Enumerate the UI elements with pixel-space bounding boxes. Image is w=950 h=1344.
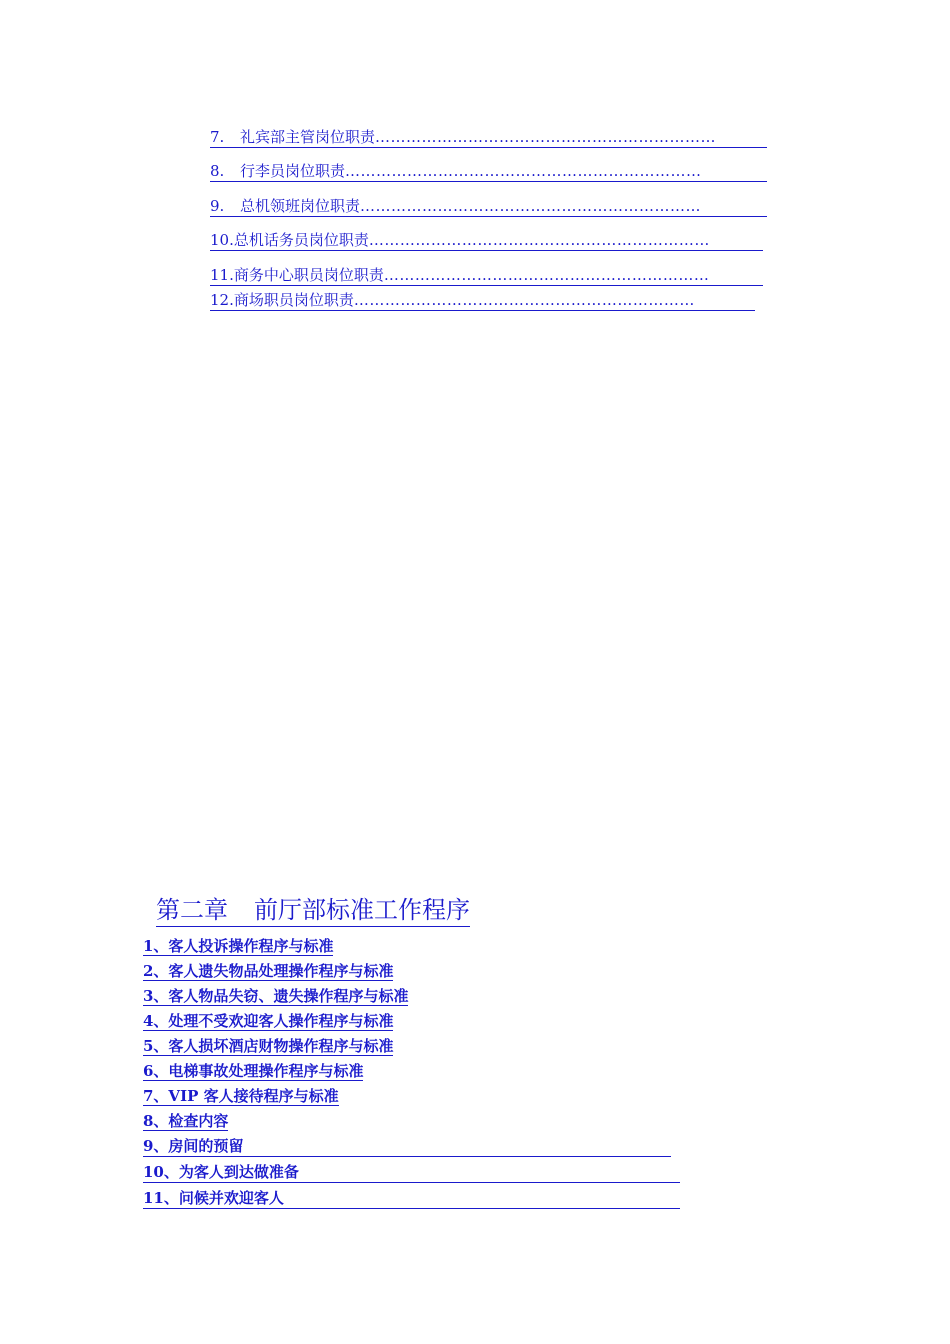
chapter-title: 前厅部标准工作程序: [254, 896, 470, 924]
toc-link-2-7[interactable]: [143, 1086, 683, 1106]
toc-title: 1、客人投诉操作程序与标准: [143, 937, 334, 955]
toc-link-2-5[interactable]: [143, 1036, 683, 1056]
toc-title: 商场职员岗位职责: [233, 291, 354, 309]
toc-number: 9.: [210, 197, 225, 215]
toc-title: 5、客人损坏酒店财物操作程序与标准: [143, 1037, 394, 1055]
toc-title: 总机领班岗位职责: [240, 197, 361, 215]
toc-title: 总机话务员岗位职责: [233, 231, 369, 249]
toc-link-10[interactable]: [210, 230, 763, 251]
toc-link-2-3[interactable]: [143, 986, 683, 1006]
toc-link-8[interactable]: [210, 161, 767, 182]
toc-link-11[interactable]: [210, 265, 763, 286]
toc-number: 11.: [210, 266, 234, 284]
toc-leader: ………………………………………………………: [383, 266, 710, 284]
toc-link-2-2[interactable]: [143, 961, 683, 981]
chapter-heading-link[interactable]: [156, 894, 470, 927]
toc-title: 10、为客人到达做准备: [143, 1163, 299, 1181]
toc-leader: …………………………………………………………: [353, 291, 695, 309]
toc-link-7[interactable]: [210, 127, 767, 148]
toc-title: 礼宾部主管岗位职责: [240, 128, 376, 146]
toc-number: 8.: [210, 162, 225, 180]
toc-title: 8、检查内容: [143, 1112, 229, 1130]
toc-title: 行李员岗位职责: [240, 162, 346, 180]
toc-leader: …………………………………………………………: [360, 197, 702, 215]
toc-leader: …………………………………………………………: [368, 231, 710, 249]
toc-title: 9、房间的预留: [143, 1137, 244, 1155]
toc-link-2-10[interactable]: [143, 1162, 680, 1183]
toc-link-12[interactable]: [210, 290, 755, 311]
toc-link-2-4[interactable]: [143, 1011, 683, 1031]
toc-title: 2、客人遗失物品处理操作程序与标准: [143, 962, 394, 980]
toc-leader: …………………………………………………………: [375, 128, 717, 146]
toc-title: 商务中心职员岗位职责: [233, 266, 384, 284]
toc-title: 7、VIP 客人接待程序与标准: [143, 1087, 339, 1105]
toc-title: 3、客人物品失窃、遗失操作程序与标准: [143, 987, 409, 1005]
toc-link-2-1[interactable]: [143, 936, 683, 956]
toc-link-2-9[interactable]: [143, 1136, 671, 1157]
toc-number: 10.: [210, 231, 234, 249]
toc-link-2-11[interactable]: [143, 1188, 680, 1209]
toc-title: 6、电梯事故处理操作程序与标准: [143, 1062, 364, 1080]
toc-title: 11、问候并欢迎客人: [143, 1189, 284, 1207]
toc-section-2: [143, 936, 683, 1214]
toc-link-2-8[interactable]: [143, 1111, 683, 1131]
chapter-label: 第二章: [156, 896, 228, 924]
toc-title: 4、处理不受欢迎客人操作程序与标准: [143, 1012, 394, 1030]
toc-number: 12.: [210, 291, 234, 309]
toc-leader: ……………………………………………………………: [345, 162, 702, 180]
toc-number: 7.: [210, 128, 225, 146]
toc-link-9[interactable]: [210, 196, 767, 217]
toc-link-2-6[interactable]: [143, 1061, 683, 1081]
